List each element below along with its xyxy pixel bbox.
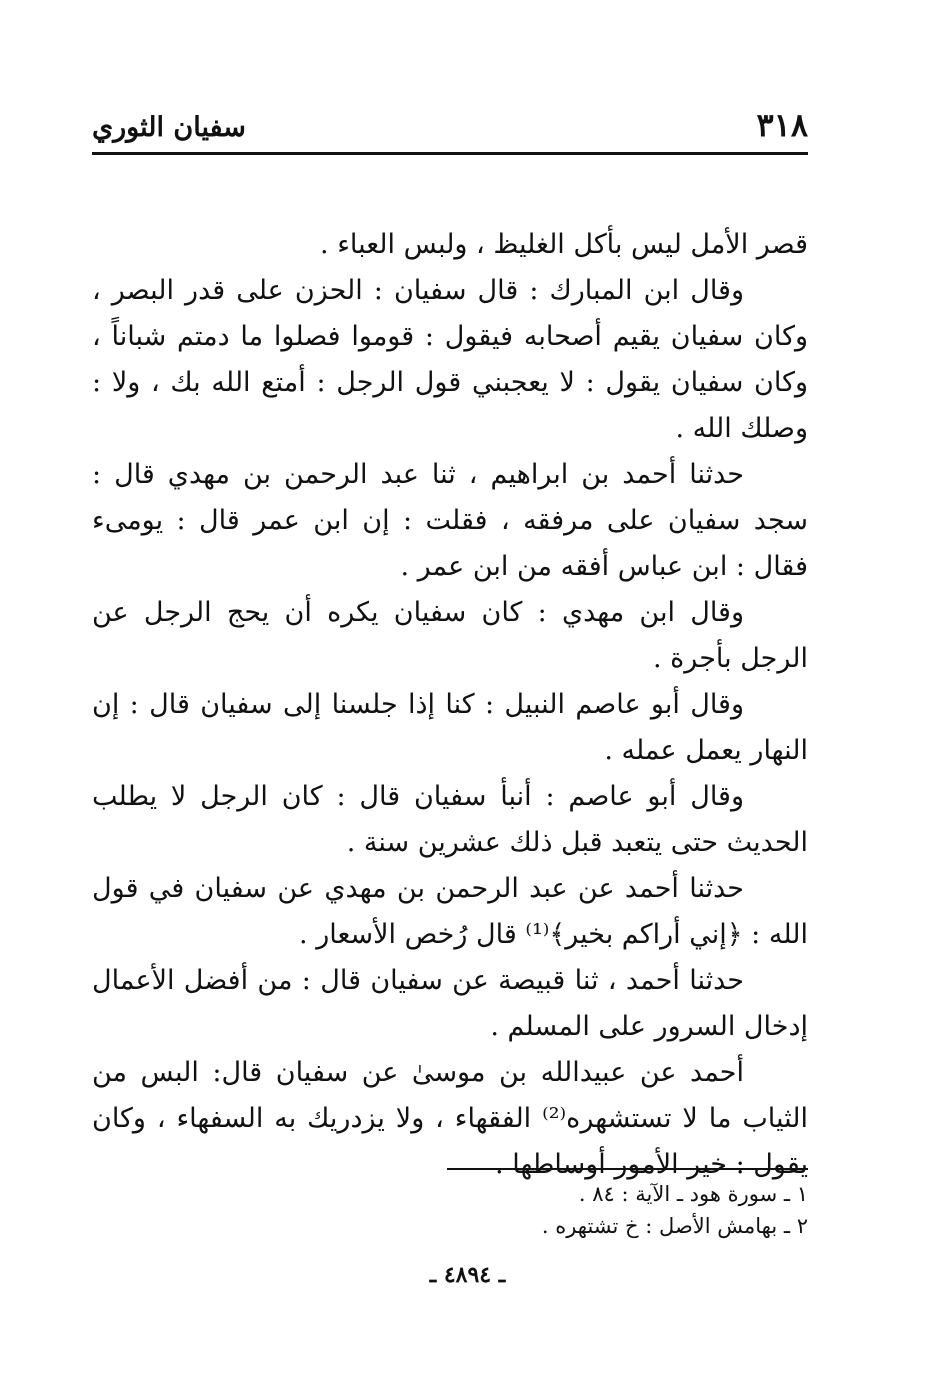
footnote-divider bbox=[447, 1168, 808, 1170]
main-text bbox=[92, 222, 808, 1188]
paragraph: وقال أبو عاصم النبيل : كنا إذا جلسنا إلى سفيان قال : إن النهار يعمل عمله . bbox=[92, 689, 808, 766]
footnote: ١ ـ سورة هود ـ الآية : ٨٤ . bbox=[578, 1182, 808, 1206]
paragraph: قصر الأمل ليس بأكل الغليظ ، ولبس العباء . bbox=[320, 229, 808, 260]
page-number: ٣١٨ bbox=[756, 106, 808, 144]
paragraph: وقال ابن المبارك : قال سفيان : الحزن على قدر البصر ، وكان سفيان يقيم أصحابه فيقول : قوموا فصلوا ما دمتم شباناً ، وكان سفيان يقول : لا يعجبني قول الرجل : أمتع الله بك ، ولا : وصلك الله . bbox=[92, 275, 808, 444]
paragraph: وقال أبو عاصم : أنبأ سفيان قال : كان الرجل لا يطلب الحديث حتى يتعبد قبل ذلك عشرين سنة . bbox=[92, 781, 808, 858]
footnotes bbox=[92, 1178, 808, 1242]
folio-number: ـ ٤٨٩٤ ـ bbox=[429, 1262, 506, 1288]
paragraph: أحمد عن عبيدالله بن موسىٰ عن سفيان قال: البس من الثياب ما لا تستشهره⁽²⁾ الفقهاء ، ولا يزدريك به السفهاء ، وكان يقول : خير الأمور أوساطها . bbox=[92, 1057, 808, 1180]
paragraph: وقال ابن مهدي : كان سفيان يكره أن يحج الرجل عن الرجل بأجرة . bbox=[92, 597, 808, 674]
footnote: ٢ ـ بهامش الأصل : خ تشتهره . bbox=[541, 1214, 808, 1238]
running-header bbox=[92, 106, 808, 155]
paragraph: حدثنا أحمد ، ثنا قبيصة عن سفيان قال : من أفضل الأعمال إدخال السرور على المسلم . bbox=[92, 965, 808, 1042]
running-title: سفيان الثوري bbox=[92, 112, 246, 143]
paragraph: حدثنا أحمد بن ابراهيم ، ثنا عبد الرحمن بن مهدي قال : سجد سفيان على مرفقه ، فقلت : إن ابن عمر قال : يومىء فقال : ابن عباس أفقه من ابن عمر . bbox=[92, 459, 808, 582]
paragraph: حدثنا أحمد عن عبد الرحمن بن مهدي عن سفيان في قول الله : ﴿إني أراكم بخير﴾⁽¹⁾ قال رُخص الأسعار . bbox=[92, 873, 808, 950]
